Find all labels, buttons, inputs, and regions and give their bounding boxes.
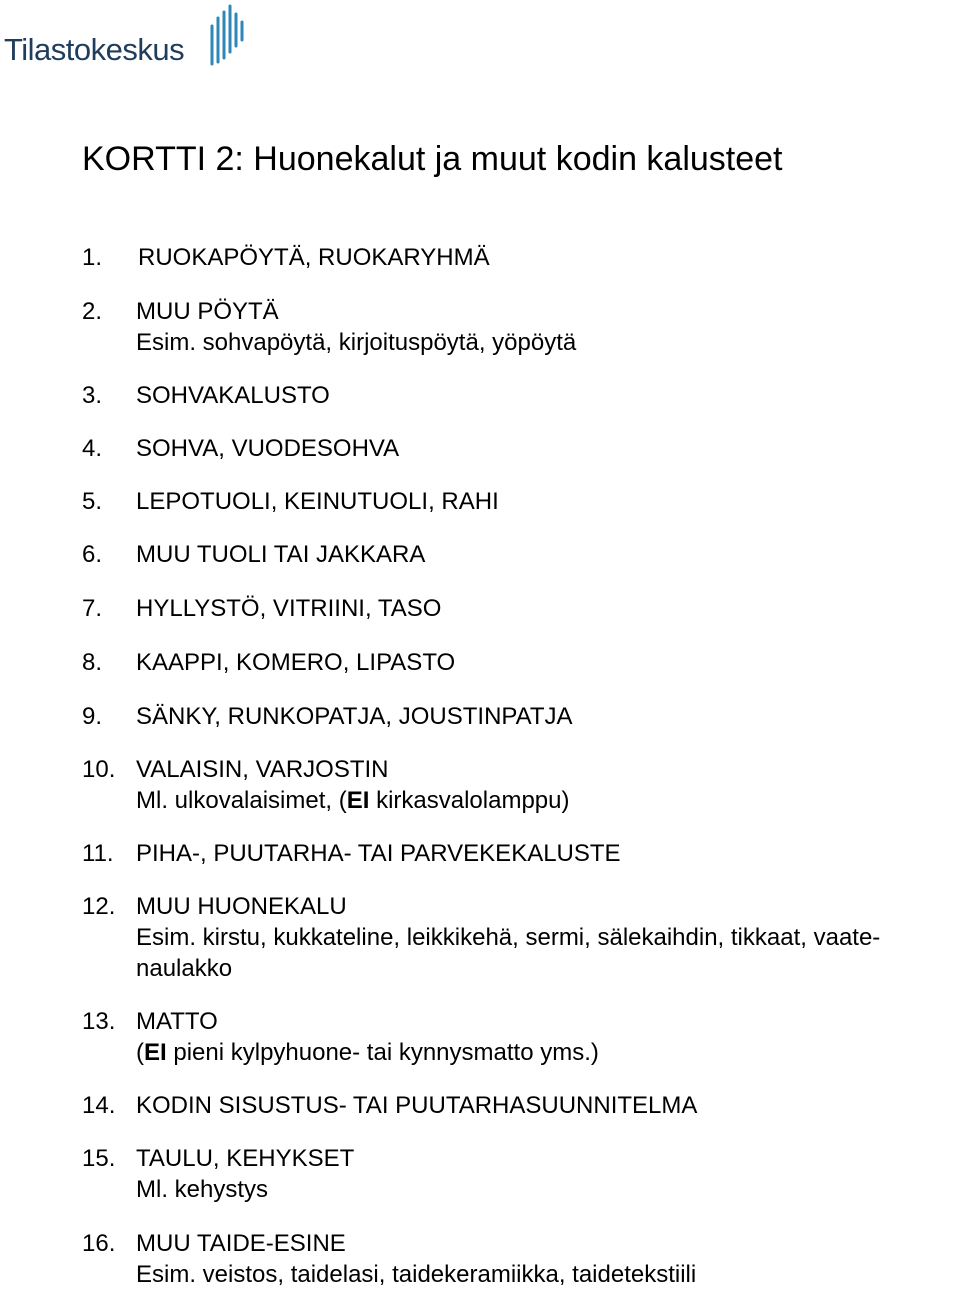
item-title: TAULU, KEHYKSET [136,1145,355,1172]
item-note [136,785,960,816]
item-title: MUU PÖYTÄ [136,298,279,325]
item-number: 13. [82,1008,116,1035]
list-item [82,242,960,273]
item-note: Esim. kirstu, kukkateline, leikkikehä, sermi, sälekaihdin, tikkaat, vaate-naulakko [136,924,881,982]
item-number: 3. [82,382,103,409]
note-prefix: Ml. ulkovalaisimet, ( [136,787,347,814]
bar-lines-logo-icon [204,4,249,68]
item-title: SOHVA, VUODESOHVA [136,435,400,462]
item-number: 14. [82,1092,116,1119]
exclusion-marker: EI [346,787,370,814]
list-item [82,593,960,624]
item-number: 6. [82,541,103,568]
item-title: HYLLYSTÖ, VITRIINI, TASO [136,595,442,622]
item-title: MUU TUOLI TAI JAKKARA [136,541,426,568]
list-item [82,1006,960,1068]
list-item [82,539,960,570]
item-note: Esim. veistos, taidelasi, taidekeramiikka, taidetekstiili [136,1261,697,1288]
list-item [82,380,960,411]
list-item [82,891,960,984]
list-item [82,701,960,732]
logo-wordmark: Tilastokeskus [4,32,185,67]
list-item [82,754,960,816]
item-number: 15. [82,1145,116,1172]
item-title: SÄNKY, RUNKOPATJA, JOUSTINPATJA [136,703,573,730]
item-title: RUOKAPÖYTÄ, RUOKARYHMÄ [138,244,490,271]
item-title: KAAPPI, KOMERO, LIPASTO [136,649,456,676]
list-item [82,1090,960,1121]
item-note: Esim. sohvapöytä, kirjoituspöytä, yöpöytä [136,329,577,356]
list-item [82,486,960,517]
item-title: LEPOTUOLI, KEINUTUOLI, RAHI [136,488,499,515]
page-title: KORTTI 2: Huonekalut ja muut kodin kalusteet [82,140,783,178]
list-item [82,1143,960,1205]
list-item [82,838,960,869]
item-number: 1. [82,244,103,271]
item-number: 8. [82,649,103,676]
logo [4,4,249,68]
item-title: KODIN SISUSTUS- TAI PUUTARHASUUNNITELMA [136,1092,698,1119]
item-title: MUU TAIDE-ESINE [136,1230,346,1257]
item-number: 10. [82,756,116,783]
note-suffix: pieni kylpyhuone- tai kynnysmatto yms.) [166,1039,599,1066]
exclusion-marker: EI [144,1039,167,1066]
item-number: 7. [82,595,103,622]
note-prefix: ( [136,1039,144,1066]
item-title: SOHVAKALUSTO [136,382,330,409]
list-item [82,647,960,678]
list-item [82,1228,960,1290]
item-number: 5. [82,488,103,515]
item-note [136,1037,960,1068]
item-number: 16. [82,1230,116,1257]
item-number: 2. [82,298,103,325]
item-number: 4. [82,435,103,462]
item-title: PIHA-, PUUTARHA- TAI PARVEKEKALUSTE [136,840,621,867]
list-item [82,433,960,464]
item-title: VALAISIN, VARJOSTIN [136,756,389,783]
item-number: 11. [82,840,114,867]
item-number: 12. [82,893,116,920]
item-title: MATTO [136,1008,218,1035]
item-title: MUU HUONEKALU [136,893,347,920]
item-number: 9. [82,703,103,730]
item-note: Ml. kehystys [136,1176,269,1203]
note-suffix: kirkasvalolamppu) [369,787,570,814]
list-item [82,296,960,358]
